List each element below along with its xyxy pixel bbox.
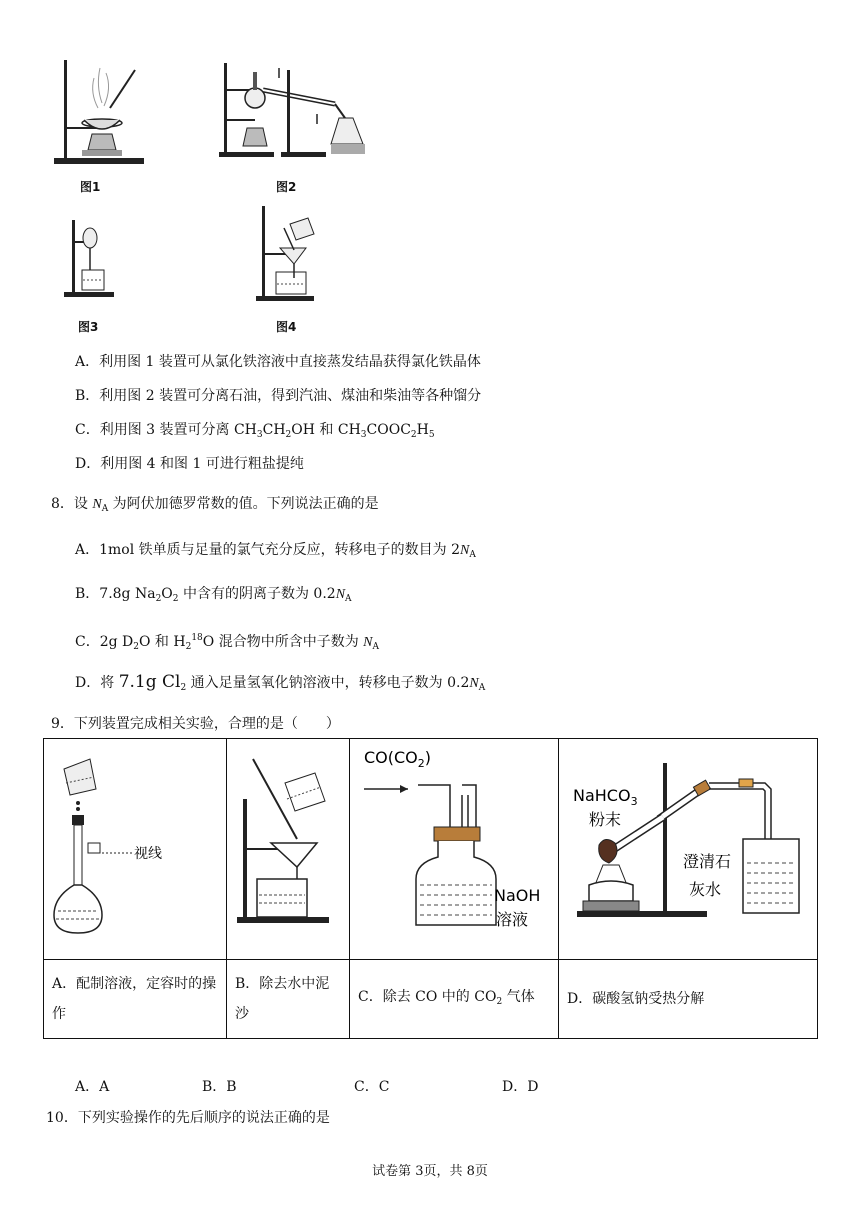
q7-option-b: B．利用图 2 装置可分离石油，得到汽油、煤油和柴油等各种馏分 <box>75 388 482 404</box>
q7-option-c: C．利用图 3 装置可分离 $CH_3CH_2OH$ 和 $CH_3COOC_2H_5$ <box>75 422 435 440</box>
figure-4-caption: 图4 <box>276 320 297 334</box>
q9-answer-b: B．B <box>202 1079 237 1095</box>
naoh-label: NaOH <box>494 886 541 905</box>
powder-label: 粉末 <box>589 810 622 829</box>
q9-image-c <box>350 739 559 960</box>
gas-washing-bottle-illustration <box>350 739 558 955</box>
q8-option-c: C．2g $D_2O$ 和 $H_2^{18}O$ 混合物中所含中子数为 $N_A$ <box>75 633 380 652</box>
nahco3-subscript: 3 <box>630 795 638 808</box>
q8-option-d: D．将 7.1g $Cl_2$ 通入足量氢氧化钠溶液中，转移电子数为 $0.2N_A$ <box>75 672 486 693</box>
q9-cell-c-caption: C．除去 CO 中的 $CO_2$ 气体 <box>350 960 559 1039</box>
q9-answer-d: D．D <box>502 1079 539 1095</box>
page-footer: 试卷第 3页，共 8页 <box>372 1164 488 1179</box>
figure-2-caption: 图2 <box>276 180 297 194</box>
gas-mixture-label: CO(CO <box>364 748 418 767</box>
figure-3-caption: 图3 <box>78 320 99 334</box>
figure-2-distillation-apparatus <box>215 58 375 162</box>
svg-text:CO(CO2) <box>364 748 431 770</box>
gas-mixture-close-paren: ) <box>424 748 432 767</box>
nahco3-label: NaHCO <box>573 786 631 805</box>
figure-1-evaporation-apparatus <box>50 58 160 168</box>
q9-stem: 9．下列装置完成相关实验，合理的是（ ） <box>51 716 340 732</box>
q8-option-a: A．1mol 铁单质与足量的氯气充分反应，转移电子的数目为 $2N_A$ <box>75 542 476 560</box>
limewater-label-2: 灰水 <box>689 880 722 899</box>
line-of-sight-label: 视线 <box>134 846 162 862</box>
q9-cell-b-caption: B．除去水中泥沙 <box>227 960 350 1039</box>
q10-stem: 10．下列实验操作的先后顺序的说法正确的是 <box>46 1110 330 1126</box>
q9-image-b <box>227 739 350 960</box>
q7-option-a: A．利用图 1 装置可从氯化铁溶液中直接蒸发结晶获得氯化铁晶体 <box>75 354 481 370</box>
figure-4-filtration-apparatus <box>254 204 324 304</box>
svg-text:NaHCO3 <box>573 786 638 808</box>
q7-option-d: D．利用图 4 和图 1 可进行粗盐提纯 <box>75 456 304 472</box>
solution-label: 溶液 <box>496 910 529 929</box>
q9-apparatus-table <box>43 738 818 1039</box>
q8-stem: 8．设 $N_A$ 为阿伏加德罗常数的值。下列说法正确的是 <box>51 496 379 514</box>
q9-image-d <box>559 739 818 960</box>
figure-1-caption: 图1 <box>80 180 101 194</box>
q9-image-a <box>44 739 227 960</box>
filtration-illustration <box>227 739 349 955</box>
q9-cell-a-caption: A．配制溶液，定容时的操作 <box>44 960 227 1039</box>
q8-option-b: B．7.8g $Na_2O_2$ 中含有的阴离子数为 $0.2N_A$ <box>75 586 352 604</box>
volumetric-flask-illustration <box>44 739 226 955</box>
q9-cell-d-caption: D．碳酸氢钠受热分解 <box>559 960 818 1039</box>
q9-answer-a: A．A <box>75 1079 110 1095</box>
limewater-label-1: 澄清石 <box>683 852 732 871</box>
q9-answer-c: C．C <box>354 1079 390 1095</box>
figure-3-separatory-funnel-apparatus <box>62 218 122 302</box>
bicarbonate-decomposition-illustration <box>559 739 817 955</box>
gas-mixture-subscript: 2 <box>417 757 425 770</box>
